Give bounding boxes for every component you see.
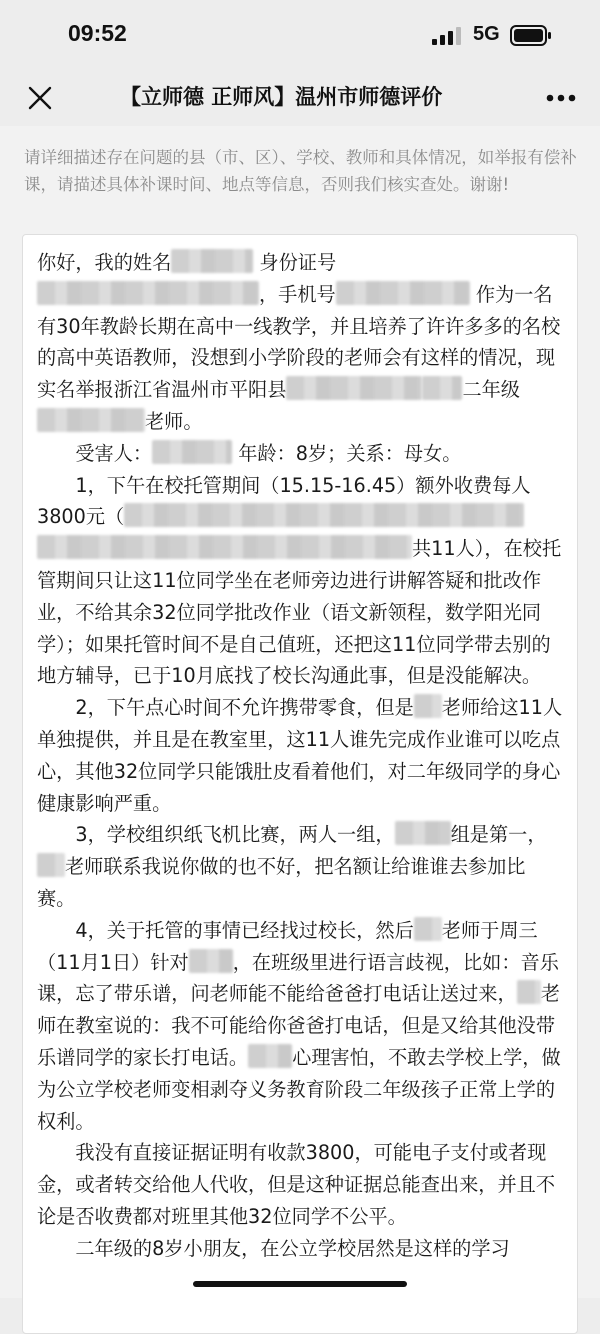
text-segment: 作为一名有30年教龄长期在高中一线教学，并且培养了许许多多的名校的高中英语教师，没想到小学阶段的老师会有这样的情况，现实名举报浙江省温州市平阳县	[37, 282, 561, 402]
text-segment: 老师给这11人单独提供，并且是在教室里，这11人谁先完成作业谁可以吃点心，其他32位同学只能饿肚皮看着他们，对二年级同学的身心健康影响严重。	[37, 696, 563, 815]
redacted-teacher	[517, 980, 541, 1004]
redacted-students-2	[37, 535, 412, 559]
home-indicator	[193, 1281, 407, 1287]
text-segment: ，在班级里进行语言歧视，比如：音乐课，忘了带乐谱，问老师能不能给爸爸打电话让送过来，	[37, 950, 559, 1006]
redacted-child	[189, 949, 233, 973]
text-segment: 2，下午点心时间不允许携带零食，但是	[75, 696, 414, 720]
text-segment: 老师在教室说的：我不可能给你爸爸打电话，但是又给其他没带乐谱同学的家长打电话。	[37, 982, 560, 1069]
more-icon[interactable]	[546, 94, 576, 102]
redacted-child	[248, 1044, 292, 1068]
text-segment: 老师。	[145, 409, 203, 433]
redacted-teacher	[37, 853, 65, 877]
text-segment: 组是第一，	[450, 823, 547, 847]
text-segment: 二年级的8岁小朋友，在公立学校居然是这样的学习	[75, 1236, 510, 1260]
form-page	[0, 126, 600, 1298]
paragraph-final	[37, 1233, 563, 1265]
text-segment: ，手机号	[259, 282, 336, 306]
redacted-teacher	[37, 408, 145, 432]
paragraph-evidence	[37, 1137, 563, 1232]
paragraph-point-4	[37, 915, 563, 1138]
redacted-victim	[152, 440, 232, 464]
text-segment: 3，学校组织纸飞机比赛，两人一组，	[75, 823, 395, 847]
paragraph-point-2	[37, 692, 563, 819]
page-title: 【立师德 正师风】温州市师德评价	[120, 85, 443, 109]
status-time: 09:52	[68, 20, 127, 46]
text-segment: 老师联系我说你做的也不好，把名额让给谁谁去参加比赛。	[37, 855, 526, 910]
paragraph-point-1	[37, 470, 563, 693]
redacted-teacher	[414, 694, 442, 718]
form-hint: 请详细描述存在问题的县（市、区）、学校、教师和具体情况，如举报有偿补课，请描述具体补课时间、地点等信息，否则我们核实查处。谢谢!	[24, 148, 577, 194]
redacted-id-number	[37, 281, 259, 305]
text-segment: 身份证号	[253, 251, 337, 274]
text-segment: 二年级	[462, 378, 520, 402]
text-segment: 心理害怕，不敢去学校上学，做为公立学校老师变相剥夺义务教育阶段二年级孩子正常上学的权利。	[37, 1045, 561, 1133]
text-segment: 老师于周三（11月1日）针对	[37, 918, 538, 974]
redacted-phone	[336, 281, 470, 305]
paragraph-intro	[37, 247, 563, 438]
text-segment: 我没有直接证据证明有收款3800，可能电子支付或者现金，或者转交给他人代收，但是这种证据总能查出来，并且不论是否收费都对班里其他32位同学不公平。	[37, 1141, 556, 1228]
text-segment: 4，关于托管的事情已经找过校长，然后	[75, 918, 414, 942]
paragraph-victim	[37, 438, 563, 470]
text-segment: 你好，我的姓名	[37, 251, 172, 274]
paragraph-point-3	[37, 819, 563, 914]
redacted-class	[422, 376, 462, 400]
battery-icon	[510, 25, 552, 46]
text-segment: 1，下午在校托管期间（15.15-16.45）额外收费每人3800元（	[37, 473, 531, 529]
redacted-school	[286, 376, 422, 400]
description-textarea[interactable]	[22, 234, 578, 1334]
close-icon[interactable]	[26, 84, 54, 112]
text-segment: 年龄：8岁；关系：母女。	[232, 441, 462, 465]
text-segment: 受害人：	[75, 441, 153, 465]
cellular-signal-icon	[432, 27, 462, 45]
text-segment: 共11人），在校托管期间只让这11位同学坐在老师旁边进行讲解答疑和批改作业，不给其余32位同学批改作业（语文新领程，数学阳光同学）；如果托管时间不是自己值班，还把这11位同学带去别的地方辅导，已于10月底找了校长沟通此事，但是没能解决。	[37, 537, 562, 688]
network-type: 5G	[473, 23, 500, 45]
status-bar	[0, 0, 600, 70]
redacted-teacher	[414, 917, 442, 941]
redacted-students	[124, 503, 524, 527]
redacted-group	[395, 821, 451, 845]
nav-bar	[0, 70, 600, 126]
redacted-name	[171, 249, 253, 273]
